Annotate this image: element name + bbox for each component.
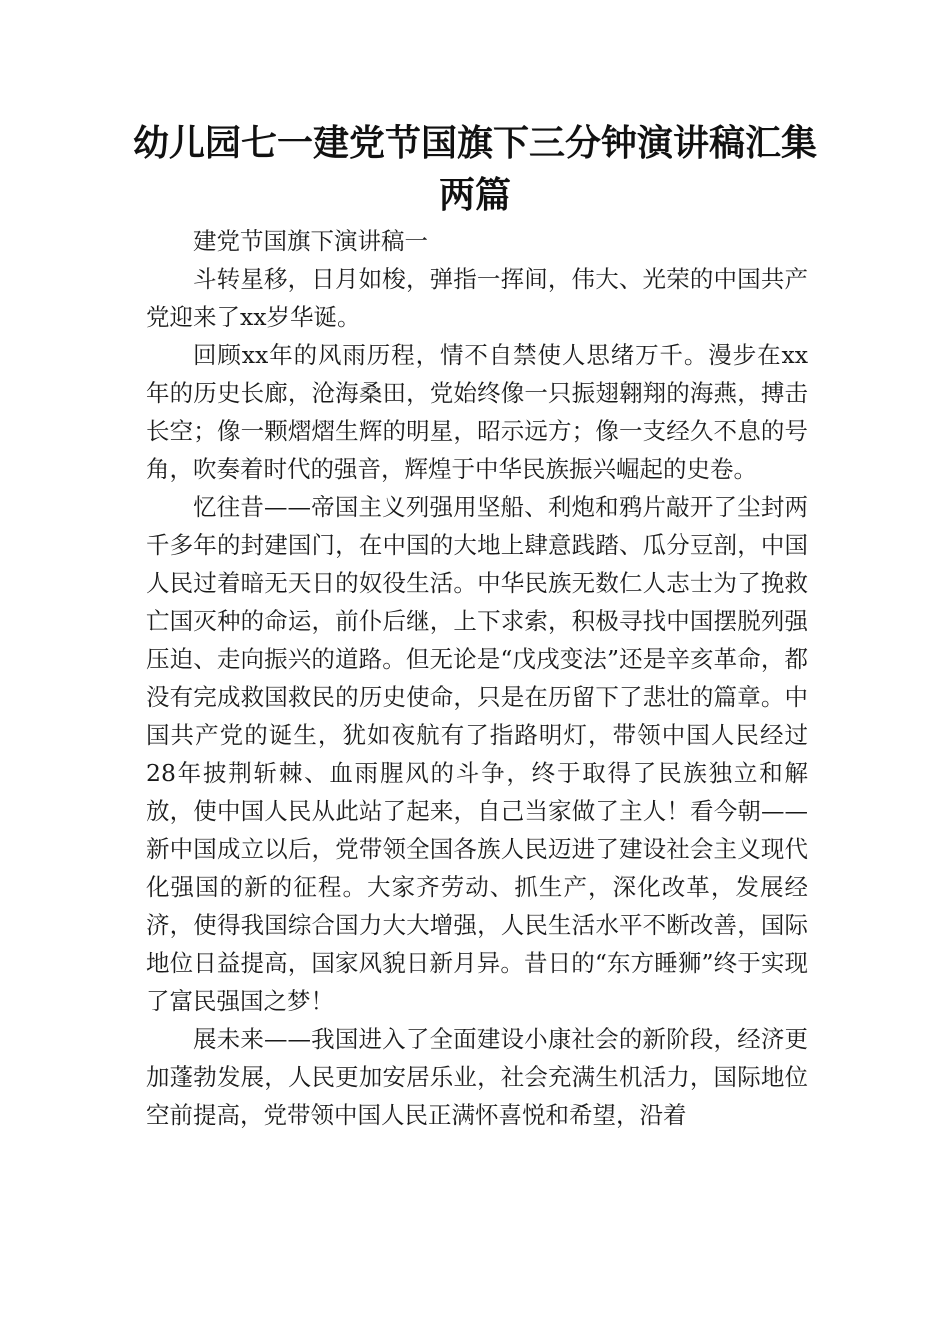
paragraph: 斗转星移，日月如梭，弹指一挥间，伟大、光荣的中国共产党迎来了xx岁华诞。	[146, 265, 808, 331]
paragraph: 忆往昔——帝国主义列强用坚船、利炮和鸦片敲开了尘封两千多年的封建国门，在中国的大地上肆意践踏、瓜分豆剖，中国人民过着暗无天日的奴役生活。中华民族无数仁人志士为了挽救亡国灭种的命运，前仆后继，上下求索，积极寻找中国摆脱列强压迫、走向振兴的道路。但无论是“戊戌变法”还是辛亥革命，都没有完成救国救民的历史使命，只是在历留下了悲壮的篇章。中国共产党的诞生，犹如夜航有了指路明灯，带领中国人民经过28年披荆斩棘、血雨腥风的斗争，终于取得了民族独立和解放，使中国人民从此站了起来，自己当家做了主人！看今朝——新中国成立以后，党带领全国各族人民迈进了建设社会主义现代化强国的新的征程。大家齐劳动、抓生产，深化改革，发展经济，使得我国综合国力大大增强，人民生活水平不断改善，国际地位日益提高，国家风貌日新月异。昔日的“东方睡狮”终于实现了富民强国之梦！	[146, 493, 808, 1015]
paragraph: 回顾xx年的风雨历程，情不自禁使人思绪万千。漫步在xx年的历史长廊，沧海桑田，党始终像一只振翅翱翔的海燕，搏击长空；像一颗熠熠生辉的明星，昭示远方；像一支经久不息的号角，吹奏着时代的强音，辉煌于中华民族振兴崛起的史卷。	[146, 341, 808, 483]
document-title: 幼儿园七一建党节国旗下三分钟演讲稿汇集两篇	[132, 123, 817, 216]
section-heading: 建党节国旗下演讲稿一	[193, 227, 428, 255]
document-body	[146, 222, 808, 1134]
paragraph: 展未来——我国进入了全面建设小康社会的新阶段，经济更加蓬勃发展，人民更加安居乐业，社会充满生机活力，国际地位空前提高，党带领中国人民正满怀喜悦和希望，沿着	[146, 1025, 808, 1129]
